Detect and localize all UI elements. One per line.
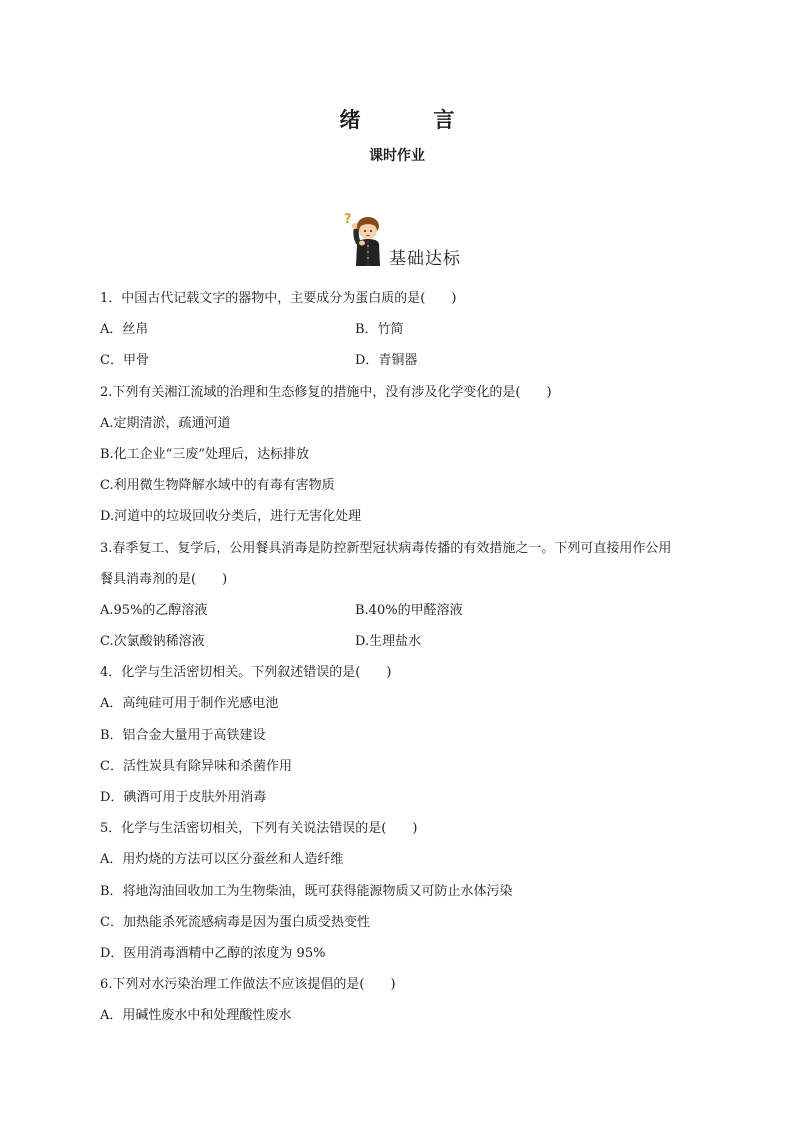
question-2-stem: 2.下列有关湘江流域的治理和生态修复的措施中，没有涉及化学变化的是( ) [100, 384, 552, 400]
section-label: 基础达标 [389, 249, 461, 269]
question-3-options-row-2 [100, 626, 725, 657]
option-a: A．丝帛 [100, 322, 149, 338]
question-1-stem: 1．中国古代记载文字的器物中，主要成分为蛋白质的是( ) [100, 291, 457, 306]
question-list [100, 283, 725, 1032]
option-c: C．活性炭具有除异味和杀菌作用 [100, 758, 292, 774]
option-b: B．将地沟油回收加工为生物柴油，既可获得能源物质又可防止水体污染 [100, 883, 513, 899]
question-3-stem-line-2: 餐具消毒剂的是( ) [100, 571, 228, 587]
option-a: A.95%的乙醇溶液 [100, 602, 208, 618]
option-d: D．碘酒可用于皮肤外用消毒 [100, 790, 267, 805]
option-d: D.生理盐水 [355, 634, 422, 650]
option-b: B．铝合金大量用于高铁建设 [100, 727, 266, 743]
question-1-options-row-2 [100, 345, 725, 376]
option-d: D．青铜器 [355, 353, 418, 369]
option-c: C．加热能杀死流感病毒是因为蛋白质受热变性 [100, 914, 370, 930]
option-a: A．用灼烧的方法可以区分蚕丝和人造纤维 [100, 852, 344, 868]
option-c: C．甲骨 [100, 353, 149, 369]
svg-text:?: ? [344, 212, 352, 227]
thinking-student-icon [340, 210, 390, 268]
question-1-options-row-1 [100, 314, 725, 345]
question-5-stem: 5．化学与生活密切相关，下列有关说法错误的是( ) [100, 821, 418, 837]
option-a: A.定期清淤，疏通河道 [100, 415, 231, 431]
page-subtitle: 课时作业 [369, 148, 425, 164]
option-b: B．竹简 [355, 322, 404, 338]
question-4-stem: 4．化学与生活密切相关。下列叙述错误的是( ) [100, 665, 392, 681]
page-title: 绪 言 [339, 107, 481, 132]
question-3-options-row-1 [100, 595, 725, 626]
option-c: C.次氯酸钠稀溶液 [100, 634, 205, 650]
question-3-stem-line-1: 3.春季复工、复学后，公用餐具消毒是防控新型冠状病毒传播的有效措施之一。下列可直接用作公用 [100, 540, 672, 556]
option-a: A．高纯硅可用于制作光感电池 [100, 696, 279, 712]
question-6-stem: 6.下列对水污染治理工作做法不应该提倡的是( ) [100, 977, 396, 993]
option-c: C.利用微生物降解水域中的有毒有害物质 [100, 478, 335, 494]
option-b: B.40%的甲醛溶液 [355, 602, 463, 618]
option-a: A．用碱性废水中和处理酸性废水 [100, 1008, 292, 1024]
option-d: D.河道中的垃圾回收分类后，进行无害化处理 [100, 509, 362, 525]
section-header [340, 210, 500, 270]
option-d: D．医用消毒酒精中乙醇的浓度为 95% [100, 945, 326, 961]
option-b: B.化工企业“三废”处理后，达标排放 [100, 446, 309, 462]
